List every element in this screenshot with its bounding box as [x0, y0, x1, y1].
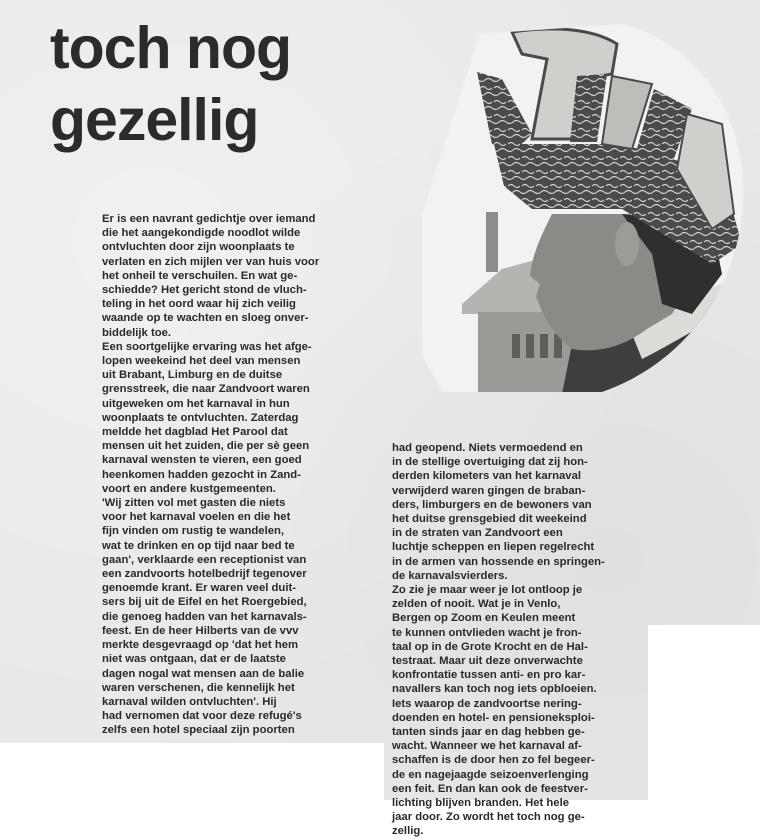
text-line: lichting blijven branden. Het hele — [392, 797, 570, 810]
text-line: derden kilometers van het karnaval — [392, 470, 581, 483]
text-line: dagen nogal wat mensen aan de balie — [102, 667, 305, 680]
text-line: Iets waarop de zandvoortse nering- — [392, 697, 582, 710]
clipping-cutout-bottom-right — [648, 625, 760, 800]
text-line: gaan', verklaarde een receptionist van — [102, 553, 307, 566]
chimney — [486, 212, 498, 272]
text-line: niet was ontgaan, dat er de laatste — [102, 653, 286, 666]
text-line: schaffen is de door hen zo fel begeer- — [392, 754, 595, 767]
text-line: teling in het oord waar hij zich veilig — [102, 298, 296, 311]
text-line: waande op te wachten en sloeg onver- — [102, 312, 309, 325]
text-line: het onheil te verschuilen. En wat ge- — [102, 269, 298, 282]
text-line: mensen uit het zuiden, die per sè geen — [102, 440, 310, 453]
text-line: in de straten van Zandvoort een — [392, 527, 563, 540]
text-line: uit Brabant, Limburg en de duitse — [102, 369, 283, 382]
ear — [615, 222, 639, 266]
headline — [50, 12, 291, 156]
article-column-2 — [392, 441, 605, 839]
text-line: die het aangekondigde noodlot wilde — [102, 227, 301, 240]
text-line: biddelijk toe. — [102, 326, 172, 339]
text-line: wacht. Wanneer we het karnaval af- — [392, 740, 582, 753]
text-line: jaar door. Zo wordt het toch nog ge- — [392, 811, 585, 824]
text-line: die genoeg hadden van het karnavals- — [102, 610, 307, 623]
text-line: navallers kan toch nog iets opbloeien. — [392, 683, 597, 696]
text-line: ders, limburgers en de bewoners van — [392, 498, 592, 511]
text-line: Een soortgelijke ervaring was het afge- — [102, 340, 312, 353]
text-line: sers bij uit de Eifel en het Roergebied, — [102, 596, 307, 609]
text-line: luchtje scheppen en liepen regelrecht — [392, 541, 595, 554]
text-line: in de armen van hossende en springen- — [392, 555, 605, 568]
text-line: genoemde krant. Er waren veel duit- — [102, 582, 296, 595]
text-line: zelden of nooit. Wat je in Venlo, — [392, 598, 561, 611]
text-line: waren verschenen, die kennelijk het — [102, 681, 295, 694]
text-line: konfrontatie tussen anti- en pro kar- — [392, 669, 586, 682]
text-line: verwijderd waren gingen de braban- — [392, 484, 586, 497]
text-line: zelfs een hotel speciaal zijn poorten — [102, 724, 295, 737]
carnival-prince-photo-icon — [422, 14, 760, 394]
text-line: tanten sinds jaar en dag hebben ge- — [392, 726, 585, 739]
text-line: doenden en hotel- en pensioneksploi- — [392, 711, 595, 724]
text-line: wat te drinken en op tijd naar bed te — [102, 539, 295, 552]
text-line: verlaten en zich mijlen ver van huis voor — [102, 255, 320, 268]
text-line: 'Wij zitten vol met gasten die niets — [102, 497, 286, 510]
text-line: schiedde? Het gericht stond de vluch- — [102, 284, 307, 297]
text-line: testraat. Maar uit deze onverwachte — [392, 655, 583, 668]
text-line: een zandvoorts hotelbedrijf tegenover — [102, 568, 307, 581]
text-line: meldde het dagblad Het Parool dat — [102, 426, 288, 439]
text-line: grensstreek, die naar Zandvoort waren — [102, 383, 310, 396]
text-line: woonplaats te ontvluchten. Zaterdag — [102, 411, 299, 424]
text-line: had vernomen dat voor deze refugé's — [102, 710, 302, 723]
clipping-cutout-bottom-left — [0, 743, 384, 800]
text-line: karnaval wensten te vieren, een goed — [102, 454, 302, 467]
article-column-1 — [102, 212, 319, 738]
text-line: een feit. En dan kan ook de feestver- — [392, 782, 588, 795]
text-line: te kunnen ontvlieden wacht je fron- — [392, 626, 582, 639]
text-line: de en nagejaagde seizoenverlenging — [392, 768, 589, 781]
headline-line-2: gezellig — [50, 87, 259, 153]
text-line: zellig. — [392, 825, 424, 838]
text-line: Zo zie je maar weer je lot ontloop je — [392, 584, 583, 597]
text-line: had geopend. Niets vermoedend en — [392, 442, 583, 454]
text-line: taal op in de Grote Krocht en de Hal- — [392, 640, 588, 653]
text-line: voort en andere kustgemeenten. — [102, 482, 276, 495]
text-line: uitgeweken om het karnaval in hun — [102, 397, 290, 410]
text-line: het duitse grensgebied dit weekeind — [392, 513, 587, 526]
text-line: merkte desgevraagd op 'dat het hem — [102, 639, 299, 652]
text-line: fijn vinden om rustig te wandelen, — [102, 525, 285, 538]
text-line: ontvluchten door zijn woonplaats te — [102, 241, 295, 254]
text-line: lopen weekeind het deel van mensen — [102, 355, 301, 368]
text-line: Er is een navrant gedichtje over iemand — [102, 213, 316, 225]
text-line: heenkomen hadden gezocht in Zand- — [102, 468, 301, 481]
text-line: de karnavalsvierders. — [392, 569, 508, 582]
text-line: Bergen op Zoom en Keulen meent — [392, 612, 576, 625]
text-line: karnaval wilden ontvluchten'. Hij — [102, 695, 277, 708]
headline-line-1: toch nog — [50, 15, 292, 81]
text-line: in de stellige overtuiging dat zij hon- — [392, 456, 588, 469]
text-line: voor het karnaval voelen en die het — [102, 511, 291, 524]
text-line: feest. En de heer Hilberts van de vvv — [102, 624, 299, 637]
